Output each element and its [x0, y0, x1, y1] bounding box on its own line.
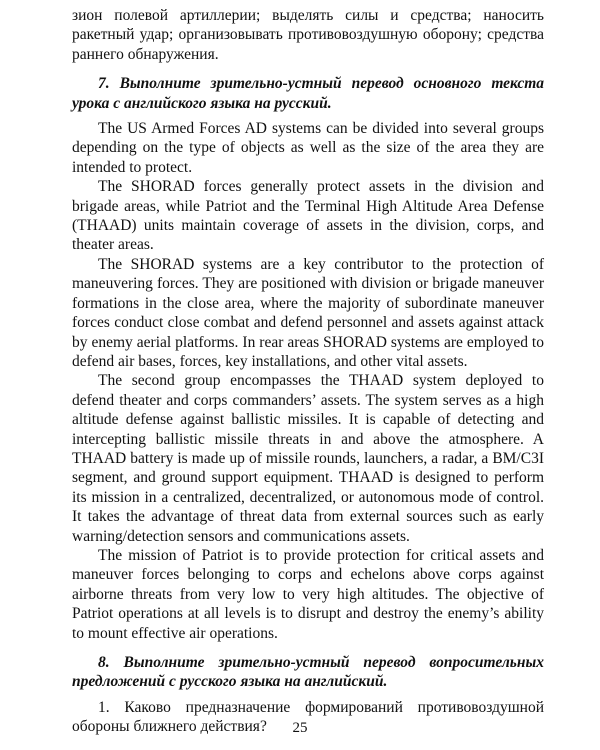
page-number: 25: [292, 720, 308, 736]
body-paragraph: The US Armed Forces AD systems can be divided into several groups depending on the type of objects as well as the size of the area they are intended to protect.: [72, 120, 544, 176]
question-1: 1. Каково предназначение формирований противовоздушной обороны ближнего действия?: [72, 698, 544, 736]
body-paragraph: The second group encompasses the THAAD system deployed to defend theater and corps commanders’ assets. The system serves as a high altitude defense against ballistic missiles. It is capable of detecting and intercepting ballistic missile threats in and above the atmosphere. A THAAD battery is made up of missile rounds, launchers, a radar, a BM/C3I segment, and ground support equipment. THAAD is designed to perform its mission in a centralized, decentralized, or autonomous mode of control. It takes the advantage of threat data from external sources such as early warning/detection sensors and communications assets.: [72, 372, 544, 545]
body-paragraph: The SHORAD forces generally protect assets in the division and brigade areas, while Patriot and the Terminal High Altitude Area Defense (THAAD) units maintain coverage of assets in the division, corps, and theater areas.: [72, 178, 544, 254]
intro-paragraph: зион полевой артиллерии; выделять силы и средства; наносить ракетный удар; организовывать противовоздушную оборону; средства раннего обнаружения.: [72, 7, 544, 63]
task-8-heading: 8. Выполните зрительно-устный перевод вопросительных предложений с русского языка на английский.: [72, 654, 544, 691]
task-7-heading: 7. Выполните зрительно-устный перевод основного текста урока с английского языка на русский.: [72, 75, 544, 112]
body-paragraph: The SHORAD systems are a key contributor to the protection of maneuvering forces. They are positioned with division or brigade maneuver formations in the close area, where the majority of subordinate maneuver forces conduct close combat and defend personnel and assets against attack by enemy aerial platforms. In rear areas SHORAD systems are employed to defend air bases, forces, key installations, and other vital assets.: [72, 255, 544, 370]
body-paragraph: The mission of Patriot is to provide protection for critical assets and maneuver forces belonging to corps and echelons above corps against airborne threats from very low to very high altitudes. The objective of Patriot operations at all levels is to disrupt and destroy the enemy’s ability to mount effective air operations.: [72, 546, 544, 642]
